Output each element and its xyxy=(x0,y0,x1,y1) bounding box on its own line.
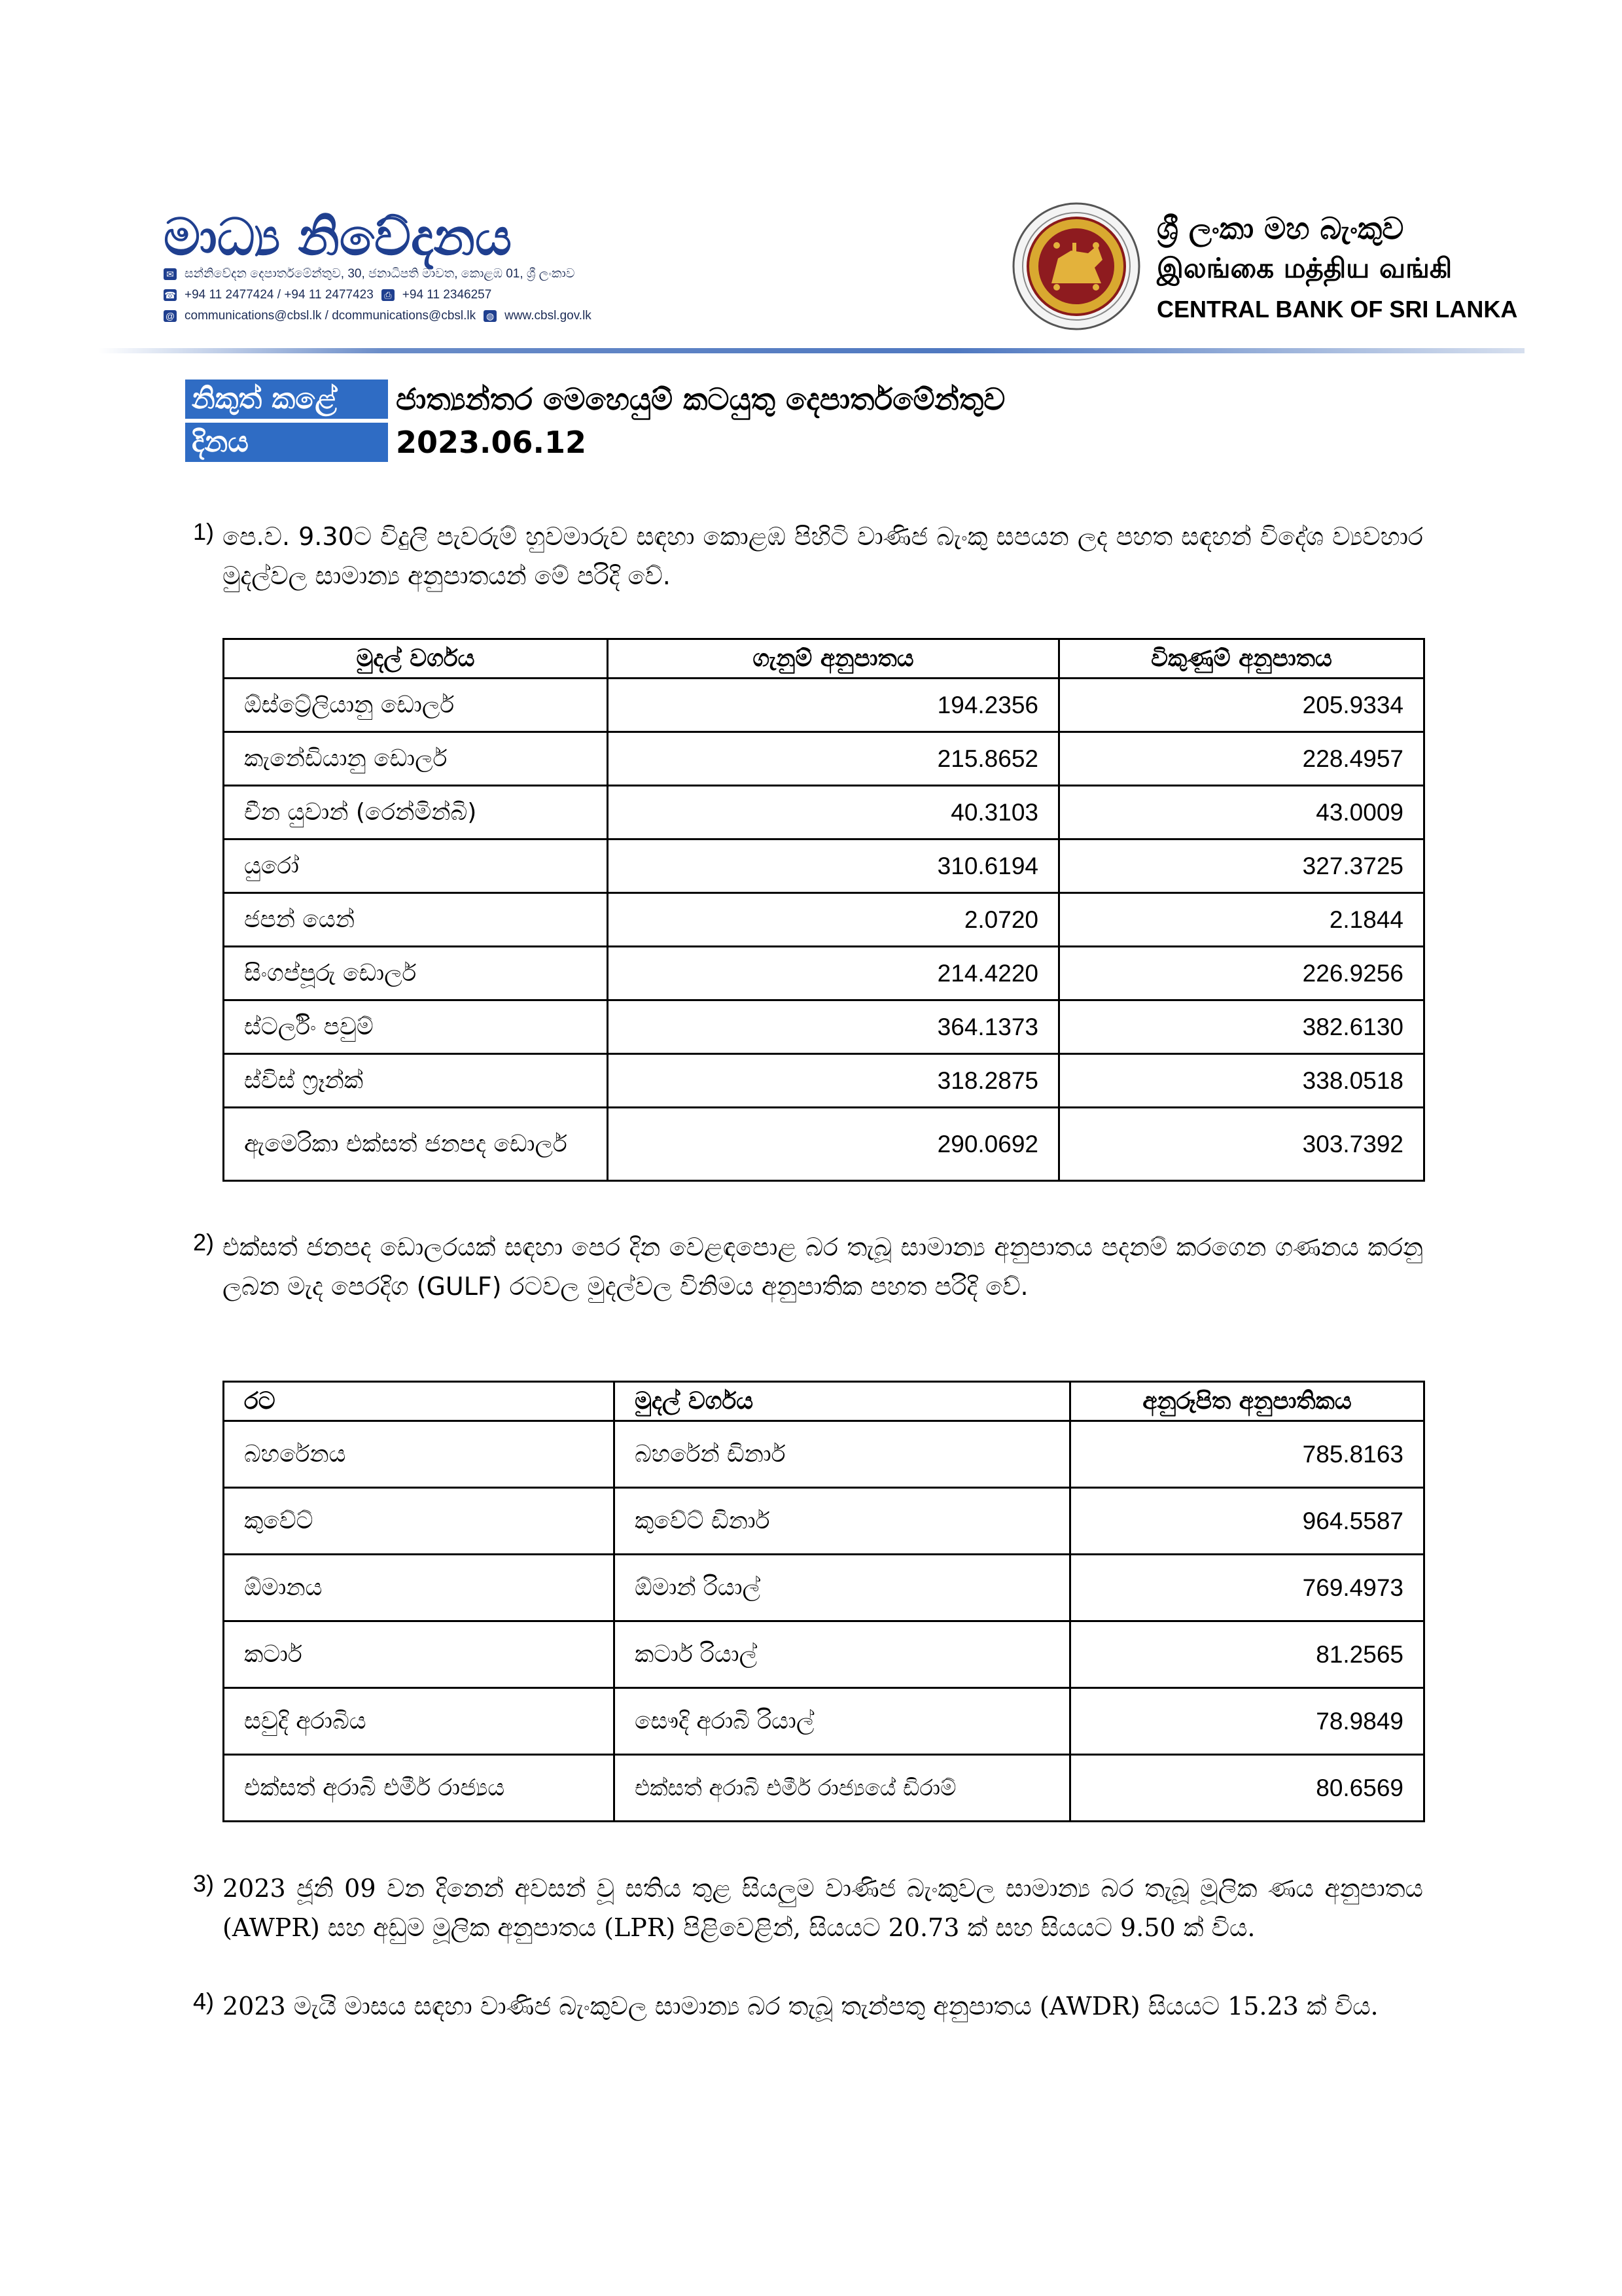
table-row xyxy=(224,1755,1424,1822)
fax-text: +94 11 2346257 xyxy=(402,288,492,302)
currency-cell: චීන යුවාන් (රෙන්මින්බි) xyxy=(224,786,608,839)
table-row xyxy=(224,679,1424,732)
country-cell: බහරේනය xyxy=(224,1421,614,1488)
currency-cell: කටාර් රියාල් xyxy=(614,1621,1070,1688)
country-cell: ඕමානය xyxy=(224,1555,614,1621)
currency-cell: කුවේට් ඩිනාර් xyxy=(614,1488,1070,1555)
section-3-number: 3) xyxy=(193,1870,215,1897)
table-row xyxy=(224,732,1424,786)
cross-rate-cell: 785.8163 xyxy=(1070,1421,1424,1488)
currency-cell: ස්විස් ෆ්‍රෑන්ක් xyxy=(224,1054,608,1108)
table-row xyxy=(224,1555,1424,1621)
currency-cell: සෞදි අරාබි රියාල් xyxy=(614,1688,1070,1755)
exchange-rate-table xyxy=(222,638,1425,1182)
email-text[interactable]: communications@cbsl.lk / dcommunications@cbsl.lk xyxy=(185,309,476,323)
gulf-rates-table xyxy=(222,1381,1425,1822)
email-line xyxy=(164,309,591,323)
table-row xyxy=(224,1000,1424,1054)
website-text[interactable]: www.cbsl.gov.lk xyxy=(504,309,591,323)
table-row xyxy=(224,1488,1424,1555)
table-row xyxy=(224,893,1424,947)
buying-rate-cell: 40.3103 xyxy=(608,786,1059,839)
table-header-row xyxy=(224,639,1424,679)
column-header-selling-rate: විකුණුම් අනුපාතය xyxy=(1059,639,1424,679)
selling-rate-cell: 2.1844 xyxy=(1059,893,1424,947)
section-4-text: 2023 මැයි මාසය සඳහා වාණිජ බැංකුවල සාමාන්‍ය බර තැබූ තැන්පතු අනුපාතය (AWDR) සියයට 15.23 ක් විය. xyxy=(222,1992,1379,2021)
table-row xyxy=(224,839,1424,893)
bank-name-sinhala: ශ්‍රී ලංකා මහ බැංකුව xyxy=(1157,211,1404,246)
selling-rate-cell: 382.6130 xyxy=(1059,1000,1424,1054)
column-header-country: රට xyxy=(224,1382,614,1421)
section-3-text: 2023 ජූනි 09 වන දිනෙන් අවසන් වූ සතිය තුළ සියලුම වාණිජ බැංකුවල සාමාන්‍ය බර තැබූ මූලික ණය අනුපාතය (AWPR) සහ අඩුම මූලික අනුපාතය (LPR) පිළිවෙළින්, සියයට 20.73 ක් සහ සියයට 9.50 ක් විය. xyxy=(222,1874,1423,1942)
buying-rate-cell: 364.1373 xyxy=(608,1000,1059,1054)
cross-rate-cell: 78.9849 xyxy=(1070,1688,1424,1755)
table-row xyxy=(224,947,1424,1000)
currency-cell: ඕමාන් රියාල් xyxy=(614,1555,1070,1621)
address-line xyxy=(164,267,574,281)
selling-rate-cell: 228.4957 xyxy=(1059,732,1424,786)
issued-by-value: ජාත්‍යන්තර මෙහෙයුම් කටයුතු දෙපාර්තමේන්තුව xyxy=(396,381,1006,417)
date-value: 2023.06.12 xyxy=(396,425,587,460)
currency-cell: ජපන් යෙන් xyxy=(224,893,608,947)
section-1-number: 1) xyxy=(193,518,215,545)
currency-cell: ඇමෙරිකා එක්සත් ජනපද ඩොලර් xyxy=(224,1108,608,1181)
address-text: සන්නිවේදන දෙපාර්තමේන්තුව, 30, ජනාධිපති මාවත, කොළඹ 01, ශ්‍රී ලංකාව xyxy=(185,267,575,281)
phone-text: +94 11 2477424 / +94 11 2477423 xyxy=(185,288,374,302)
phone-icon: ☎ xyxy=(164,290,176,300)
cbsl-seal-icon xyxy=(1011,200,1142,334)
column-header-cross-rate: අනුරූපිත අනුපාතිකය xyxy=(1070,1382,1424,1421)
cross-rate-cell: 964.5587 xyxy=(1070,1488,1424,1555)
selling-rate-cell: 338.0518 xyxy=(1059,1054,1424,1108)
issued-by-label: නිකුත් කළේ xyxy=(185,380,388,419)
country-cell: කුවේට් xyxy=(224,1488,614,1555)
section-2-number: 2) xyxy=(193,1229,215,1256)
column-header-buying-rate: ගැනුම් අනුපාතය xyxy=(608,639,1059,679)
table-row xyxy=(224,1621,1424,1688)
selling-rate-cell: 303.7392 xyxy=(1059,1108,1424,1181)
table-row xyxy=(224,1108,1424,1181)
buying-rate-cell: 214.4220 xyxy=(608,947,1059,1000)
date-label: දිනය xyxy=(185,423,388,462)
buying-rate-cell: 310.6194 xyxy=(608,839,1059,893)
currency-cell: එක්සත් අරාබි එමීර් රාජ්‍යයේ ඩිරාම් xyxy=(614,1755,1070,1822)
country-cell: එක්සත් අරාබි එමීර් රාජ්‍යය xyxy=(224,1755,614,1822)
bank-name-english: CENTRAL BANK OF SRI LANKA xyxy=(1157,296,1518,323)
buying-rate-cell: 318.2875 xyxy=(608,1054,1059,1108)
table-row xyxy=(224,1421,1424,1488)
table-row xyxy=(224,1688,1424,1755)
phone-line xyxy=(164,288,491,302)
buying-rate-cell: 290.0692 xyxy=(608,1108,1059,1181)
buying-rate-cell: 215.8652 xyxy=(608,732,1059,786)
cross-rate-cell: 81.2565 xyxy=(1070,1621,1424,1688)
cross-rate-cell: 80.6569 xyxy=(1070,1755,1424,1822)
section-2-text: එක්සත් ජනපද ඩොලරයක් සඳහා පෙර දින වෙළඳපොළ බර තැබූ සාමාන්‍ය අනුපාතය පදනම් කරගෙන ගණනය කරනු ලබන මැද පෙරදිග (GULF) රටවල මුදල්වල විනිමය අනුපාතික පහත පරිදි වේ. xyxy=(222,1233,1423,1301)
selling-rate-cell: 226.9256 xyxy=(1059,947,1424,1000)
currency-cell: සිංගප්පූරු ඩොලර් xyxy=(224,947,608,1000)
table-row xyxy=(224,786,1424,839)
currency-cell: බහරේන් ඩිනාර් xyxy=(614,1421,1070,1488)
country-cell: කටාර් xyxy=(224,1621,614,1688)
currency-cell: ස්ටර්ලිං පවුම් xyxy=(224,1000,608,1054)
buying-rate-cell: 194.2356 xyxy=(608,679,1059,732)
globe-icon: ◍ xyxy=(484,310,497,322)
table-row xyxy=(224,1054,1424,1108)
header-divider xyxy=(98,348,1525,353)
selling-rate-cell: 327.3725 xyxy=(1059,839,1424,893)
fax-icon: ⎙ xyxy=(381,289,395,301)
selling-rate-cell: 43.0009 xyxy=(1059,786,1424,839)
section-1-text: පෙ.ව. 9.30ට විදුලි පැවරුම් හුවමාරුව සඳහා කොළඹ පිහිටි වාණිජ බැංකු සපයන ලද පහත සඳහන් විදේශ ව්‍යවහාර මුදල්වල සාමාන්‍ය අනුපාතයන් මේ පරිදි වේ. xyxy=(222,522,1423,590)
currency-cell: කැනේඩියානු ඩොලර් xyxy=(224,732,608,786)
section-4-number: 4) xyxy=(193,1988,215,2015)
currency-cell: යුරෝ xyxy=(224,839,608,893)
buying-rate-cell: 2.0720 xyxy=(608,893,1059,947)
media-release-title: මාධ්‍ය නිවේදනය xyxy=(164,208,512,267)
table-header-row xyxy=(224,1382,1424,1421)
currency-cell: ඕස්ට්‍රේලියානු ඩොලර් xyxy=(224,679,608,732)
selling-rate-cell: 205.9334 xyxy=(1059,679,1424,732)
country-cell: සවුදි අරාබිය xyxy=(224,1688,614,1755)
mail-icon: ✉ xyxy=(164,268,177,280)
at-icon: @ xyxy=(164,310,177,322)
cross-rate-cell: 769.4973 xyxy=(1070,1555,1424,1621)
bank-name-tamil: இலங்கை மத்திய வங்கி xyxy=(1157,252,1453,284)
column-header-currency: මුදල් වර්ගය xyxy=(224,639,608,679)
column-header-currency: මුදල් වර්ගය xyxy=(614,1382,1070,1421)
